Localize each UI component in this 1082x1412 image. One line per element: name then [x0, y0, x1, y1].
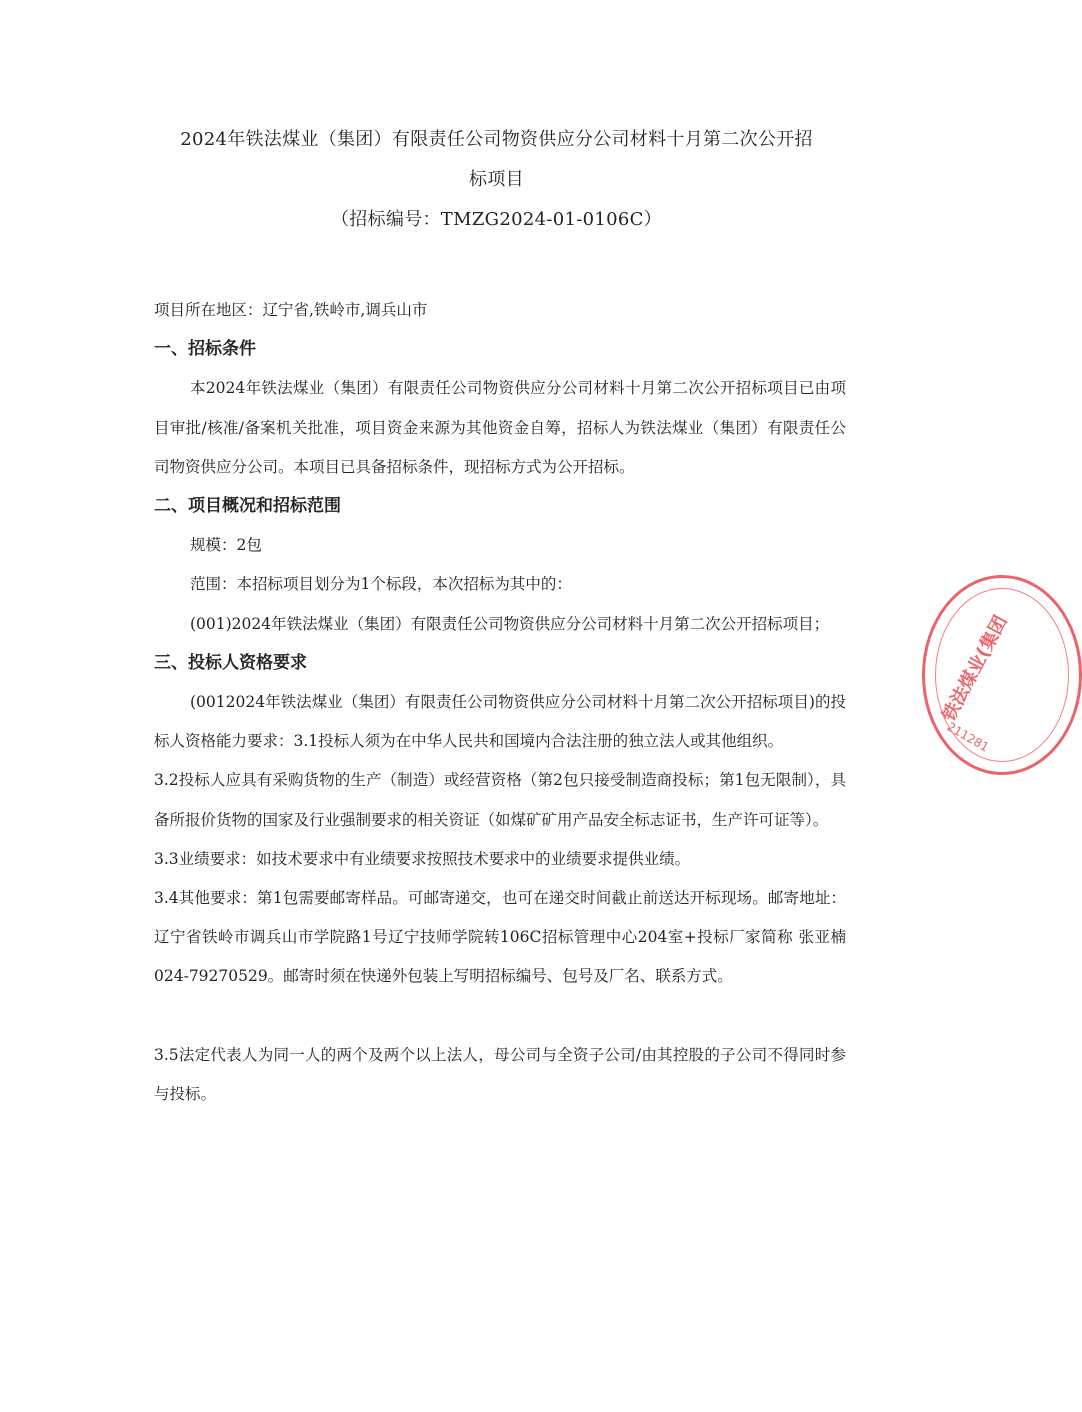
qualification-3-5: 3.5法定代表人为同一人的两个及两个以上法人，母公司与全资子公司/由其控股的子公司不得同时参与投标。 — [154, 1045, 846, 1103]
seal-number: 211281 — [944, 719, 992, 755]
section-heading-3: 三、投标人资格要求 — [154, 652, 307, 673]
document-title — [120, 120, 873, 240]
qualification-3-2: 3.2投标人应具有采购货物的生产（制造）或经营资格（第2包只接受制造商投标；第1包无限制），具备所报价货物的国家及行业强制要求的相关资证（如煤矿矿用产品安全标志证书，生产许可证等）。 — [154, 771, 846, 829]
paragraph-gap — [154, 997, 846, 1036]
project-scope: 范围：本招标项目划分为1个标段，本次招标为其中的： — [190, 575, 572, 594]
section-1-paragraph: 本2024年铁法煤业（集团）有限责任公司物资供应分公司材料十月第二次公开招标项目已由项目审批/核准/备案机关批准，项目资金来源为其他资金自筹，招标人为铁法煤业（集团）有限责任公司物资供应分公司。本项目已具备招标条件，现招标方式为公开招标。 — [154, 379, 846, 476]
section-heading-1: 一、招标条件 — [154, 339, 256, 360]
qualification-3-4: 3.4其他要求：第1包需要邮寄样品。可邮寄递交，也可在递交时间截止前送达开标现场。邮寄地址：辽宁省铁岭市调兵山市学院路1号辽宁技师学院转106C招标管理中心204室+投标厂家简称 张亚楠 024-79270529。邮寄时须在快递外包装上写明招标编号、包号及厂名、联系方式。 — [154, 889, 846, 986]
seal-text: 铁法煤业(集团 — [938, 612, 1012, 725]
lot-item: (001)2024年铁法煤业（集团）有限责任公司物资供应分公司材料十月第二次公开招标项目； — [190, 614, 830, 633]
project-location: 项目所在地区：辽宁省,铁岭市,调兵山市 — [154, 301, 428, 319]
tender-code: （招标编号：TMZG2024-01-0106C） — [331, 209, 662, 230]
title-line-1: 2024年铁法煤业（集团）有限责任公司物资供应分公司材料十月第二次公开招 — [180, 129, 813, 150]
project-scale: 规模：2包 — [190, 536, 262, 555]
company-seal-stamp — [922, 575, 1082, 775]
section-heading-2: 二、项目概况和招标范围 — [154, 496, 341, 517]
qualification-3-3: 3.3业绩要求：如技术要求中有业绩要求按照技术要求中的业绩要求提供业绩。 — [154, 849, 691, 868]
title-line-2: 标项目 — [469, 169, 524, 190]
document-body — [154, 291, 846, 1114]
qualification-3-1: (0012024年铁法煤业（集团）有限责任公司物资供应分公司材料十月第二次公开招标项目)的投标人资格能力要求：3.1投标人须为在中华人民共和国境内合法注册的独立法人或其他组织。 — [154, 693, 846, 751]
